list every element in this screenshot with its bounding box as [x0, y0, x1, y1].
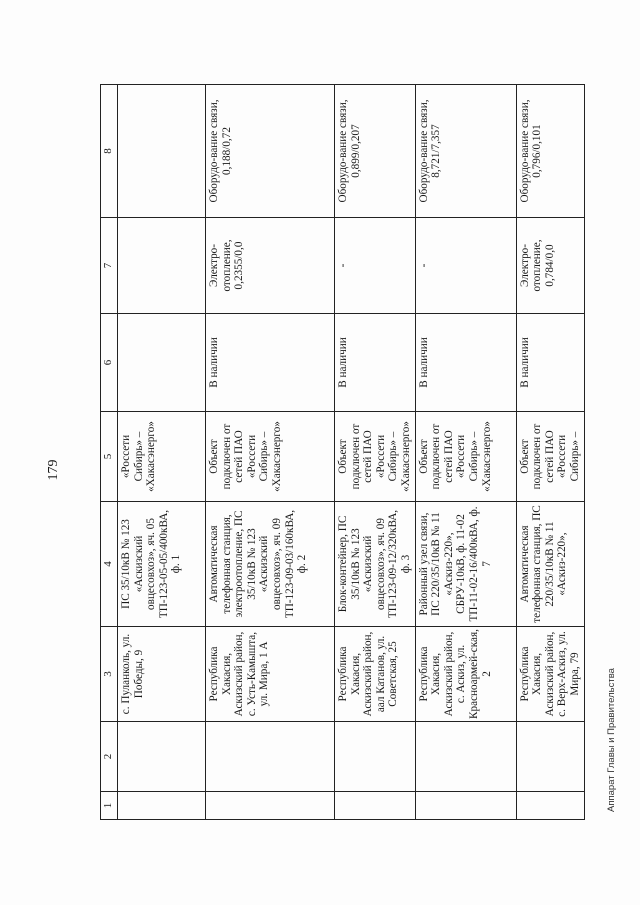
header-cell: 3	[101, 627, 118, 722]
header-cell: 2	[101, 722, 118, 792]
table-cell	[415, 792, 516, 820]
header-cell: 8	[101, 85, 118, 218]
table-cell: с. Пуланколь, ул. Победы, 9	[118, 627, 206, 722]
header-cell: 6	[101, 314, 118, 412]
table-cell: Автоматическая телефонная станция, ПС 220/35/10кВ № 11 «Аскиз-220»,	[516, 502, 584, 627]
table-cell: Объект подключен от сетей ПАО «Россети Сибирь» – «Хакасэнерго»	[415, 412, 516, 502]
table-cell: Республика Хакасия, Аскизский район, аал Катанов, ул. Советская, 25	[335, 627, 416, 722]
table-cell: В наличии	[516, 314, 584, 412]
table-cell	[118, 314, 206, 412]
table-row	[118, 85, 206, 820]
table-cell: В наличии	[335, 314, 416, 412]
header-row	[101, 85, 118, 820]
table-cell: Республика Хакасия, Аскизский район, с. Верх-Аскиз, ул. Мира, 79	[516, 627, 584, 722]
table-cell	[415, 722, 516, 792]
table-row	[516, 85, 584, 820]
table-cell: Автоматическая телефонная станция, электроотопление, ПС 35/10кВ № 123 «Аскизский овцесовхоз», яч. 09 ТП-123-09-03/160кВА, ф. 2	[206, 502, 335, 627]
table-cell	[118, 792, 206, 820]
table-cell	[516, 792, 584, 820]
table-cell	[335, 722, 416, 792]
table-cell	[118, 722, 206, 792]
table-cell: Объект подключен от сетей ПАО «Россети Сибирь» – «Хакасэнерго»	[206, 412, 335, 502]
page-number: 179	[46, 459, 61, 481]
table-cell: -	[335, 218, 416, 314]
table-cell: В наличии	[415, 314, 516, 412]
table-row	[206, 85, 335, 820]
table-cell	[335, 792, 416, 820]
table-cell: Оборудо-вание связи, 8,721/7,357	[415, 85, 516, 218]
table-cell: Объект подключен от сетей ПАО «Россети Сибирь» –	[516, 412, 584, 502]
table-row	[415, 85, 516, 820]
table-cell: Электро-отопление, 0,2355/0,0	[206, 218, 335, 314]
table-cell: Республика Хакасия, Аскизский район, с. Усть-Камышта, ул. Мира, 1 А	[206, 627, 335, 722]
table-cell: Оборудо-вание связи, 0,899/0,207	[335, 85, 416, 218]
table-cell: Республика Хакасия, Аскизский район, с. Аскиз, ул. Красноармей-ская, 2	[415, 627, 516, 722]
table-cell	[118, 218, 206, 314]
table-cell: Электро-отопление, 0,784/0,0	[516, 218, 584, 314]
table-cell: -	[415, 218, 516, 314]
data-table	[100, 84, 585, 820]
table-cell: В наличии	[206, 314, 335, 412]
table-cell	[516, 722, 584, 792]
table-cell: Районный узел связи, ПС 220/35/10кВ № 11 «Аскиз-220», СБРУ-10кВ, ф. 11-02 ТП-11-02-16/400кВА, ф. 7	[415, 502, 516, 627]
header-cell: 1	[101, 792, 118, 820]
table-cell: ПС 35/10кВ № 123 «Аскизский овцесовхоз», яч. 05 ТП-123-05-05/400кВА, ф. 1	[118, 502, 206, 627]
header-cell: 5	[101, 412, 118, 502]
table-cell: Оборудо-вание связи, 0,188/0,72	[206, 85, 335, 218]
table-cell	[206, 792, 335, 820]
table-cell	[118, 85, 206, 218]
table-cell: Оборудо-вание связи, 0,796/0,101	[516, 85, 584, 218]
header-cell: 7	[101, 218, 118, 314]
header-cell: 4	[101, 502, 118, 627]
table-cell: Объект подключен от сетей ПАО «Россети Сибирь» – «Хакасэнерго»	[335, 412, 416, 502]
table-cell: Блок-контейнер, ПС 35/10кВ № 123 «Аскизский овцесовхоз», яч. 09 ТП-123-09-12/320кВА, ф. 3	[335, 502, 416, 627]
table-cell	[206, 722, 335, 792]
rotated-content	[46, 85, 581, 820]
table-cell: «Россети Сибирь» – «Хакасэнерго»	[118, 412, 206, 502]
footer-stamp: Аппарат Главы и Правительства	[606, 668, 617, 812]
table-row	[335, 85, 416, 820]
